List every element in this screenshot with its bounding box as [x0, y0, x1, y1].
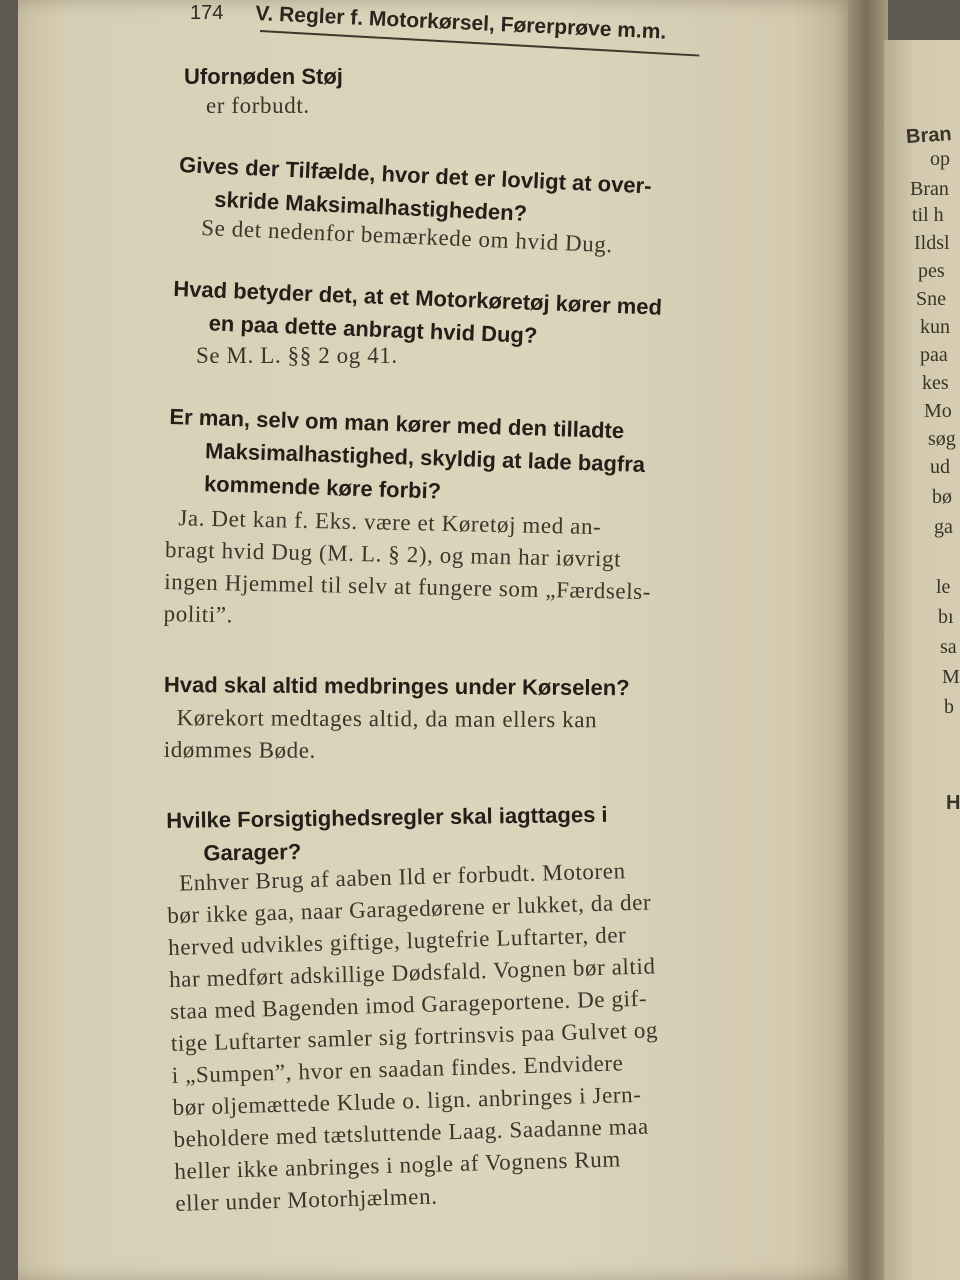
- facing-page-fragment: pes: [918, 260, 945, 282]
- facing-page-fragment: Sne: [916, 288, 946, 310]
- facing-page-fragment: ud: [930, 456, 950, 478]
- facing-page-fragment: bı: [938, 606, 954, 628]
- facing-page-fragment: le: [936, 576, 951, 598]
- running-head: V. Regler f. Motorkørsel, Førerprøve m.m.: [254, 2, 667, 44]
- facing-page-fragment: sa: [940, 636, 957, 658]
- facing-page-fragment: kes: [922, 372, 949, 394]
- facing-page-fragment: søg: [928, 428, 956, 450]
- answer-text: Ja. Det kan f. Eks. være et Køretøj med an- bragt hvid Dug (M. L. § 2), og man har iøvrigt ingen Hjemmel til selv at fungere som „Færdsels- politi”.: [163, 504, 652, 628]
- answer-text: er forbudt.: [206, 93, 310, 118]
- facing-page-fragment: Bran: [910, 178, 949, 200]
- right-book-page: [884, 40, 960, 1280]
- facing-page-fragment: H: [946, 792, 960, 814]
- answer-text: Enhver Brug af aaben Ild er forbudt. Motoren bør ikke gaa, naar Garagedørene er lukket, da der herved udvikles giftige, lugtefrie Luftarter, der har medført adskillige Dødsfald. Vognen bør altid staa med Bagenden imod Garageportene. De gif- tige Luftarter samler sig fortrinsvis paa Gulvet og i „Sumpen”, hvor en saadan findes. Endvidere bør oljemættede Klude o. lign. anbringes i Jern- beholdere med tætsluttende Laag. Saadanne maa heller ikke anbringes i nogle af Vognens Rum eller under Motorhjælmen.: [166, 858, 659, 1216]
- question-heading: Er man, selv om man kører med den tilladte Maksimalhastighed, skyldig at lade bagfra kommende køre forbi?: [167, 403, 646, 504]
- facing-page-fragment: til h: [912, 204, 944, 226]
- question-heading: Hvad skal altid medbringes under Kørselen?: [163, 671, 630, 701]
- book-gutter: [848, 0, 888, 1280]
- facing-page-fragment: b: [944, 696, 954, 718]
- facing-page-fragment: bø: [932, 486, 952, 508]
- facing-page-fragment: Ildsl: [914, 232, 950, 254]
- facing-page-fragment: kun: [920, 316, 950, 338]
- question-heading: Ufornøden Støj: [184, 64, 343, 89]
- answer-text: Se M. L. §§ 2 og 41.: [196, 343, 398, 368]
- facing-page-fragment: Bran: [905, 123, 953, 149]
- question-heading: Hvad betyder det, at et Motorkøretøj kører med en paa dette anbragt hvid Dug?: [171, 275, 663, 348]
- answer-text: Se det nedenfor bemærkede om hvid Dug.: [200, 214, 614, 258]
- facing-page-fragment: Mo: [924, 400, 952, 422]
- question-heading: Hvilke Forsigtighedsregler skal iagttages i Garager?: [166, 801, 608, 866]
- facing-page-fragment: ga: [934, 516, 953, 538]
- page-number: 174: [190, 2, 224, 24]
- facing-page-fragment: op: [930, 148, 950, 170]
- answer-text: Kørekort medtages altid, da man ellers kan idømmes Bøde.: [163, 704, 598, 763]
- facing-page-fragment: M: [942, 666, 960, 688]
- question-heading: Gives der Tilfælde, hvor det er lovligt at over- skride Maksimalhastigheden?: [177, 151, 653, 226]
- facing-page-fragment: paa: [920, 344, 948, 366]
